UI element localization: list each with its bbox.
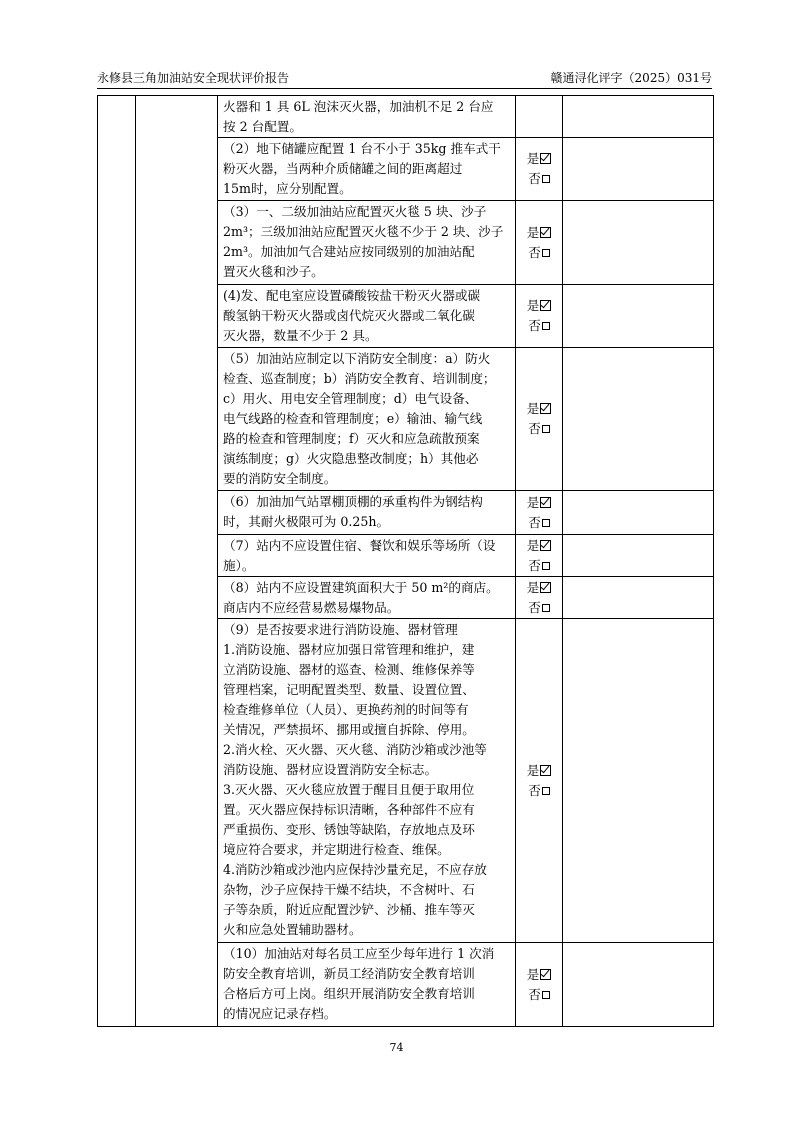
requirement-cell: [218, 348, 516, 491]
no-label: 否: [528, 244, 541, 260]
no-label: 否: [528, 986, 541, 1002]
unchecked-box-icon: [542, 425, 550, 433]
no-label: 否: [528, 557, 541, 573]
yes-label: 是: [526, 762, 540, 778]
yes-label: 是: [526, 151, 540, 166]
no-label: 否: [528, 599, 541, 615]
no-label: 否: [528, 318, 541, 333]
yes-option: [516, 149, 562, 169]
yes-label: 是: [526, 966, 540, 982]
page-number: 74: [389, 1041, 404, 1054]
requirement-line: 施）。: [223, 558, 255, 573]
requirement-cell: [218, 96, 516, 138]
checklist-table: [97, 95, 714, 1027]
unchecked-box-icon: [542, 787, 550, 795]
unchecked-box-icon: [542, 519, 550, 527]
requirement-line: 4.消防沙箱或沙池内应保持沙量充足，不应存放: [223, 862, 487, 877]
requirement-line: 检查、巡查制度；b）消防安全教育、培训制度；: [223, 371, 496, 386]
requirement-line: 严重损伤、变形、锈蚀等缺陷，存放地点及环: [223, 822, 475, 837]
requirement-line: 置灭火毯和沙子。: [223, 264, 324, 279]
result-cell: [516, 943, 563, 1027]
requirement-cell: [218, 943, 516, 1027]
yes-label: 是: [526, 537, 540, 553]
no-option: [516, 243, 562, 263]
remarks-cell: [563, 348, 714, 491]
report-title: 永修县三角加油站安全现状评价报告: [97, 71, 290, 85]
requirement-line: 防安全教育培训，新员工经消防安全教育培训: [223, 966, 475, 981]
requirement-line: 立消防设施、器材的巡查、检测、维修保养等: [223, 662, 475, 677]
checked-box-icon: [540, 403, 551, 414]
yes-label: 是: [526, 224, 540, 240]
checked-box-icon: [540, 227, 551, 238]
requirement-cell: [218, 285, 516, 348]
requirement-line: 时，其耐火极限可为 0.25h。: [223, 514, 390, 529]
remarks-cell: [563, 577, 714, 619]
index-cell: [98, 96, 136, 1027]
no-option: [516, 169, 562, 189]
no-label: 否: [528, 782, 541, 798]
yes-option: [516, 965, 562, 985]
yes-label: 是: [526, 298, 540, 313]
yes-option: [516, 578, 562, 598]
remarks-cell: [563, 201, 714, 285]
checked-box-icon: [540, 765, 551, 776]
requirement-line: 2m³。加油加气合建站应按同级别的加油站配: [223, 244, 475, 259]
requirement-cell: [218, 491, 516, 535]
requirement-line: 路的检查和管理制度；f）灭火和应急疏散预案: [223, 431, 480, 446]
remarks-cell: [563, 96, 714, 138]
requirement-line: （6）加油加气站罩棚顶棚的承重构件为钢结构: [223, 494, 483, 509]
yes-option: [516, 223, 562, 243]
no-option: [516, 985, 562, 1005]
requirement-line: （3）一、二级加油站应配置灭火毯 5 块、沙子: [223, 204, 487, 219]
unchecked-box-icon: [542, 562, 550, 570]
requirement-cell: [218, 201, 516, 285]
result-cell: [516, 619, 563, 943]
result-cell: [516, 348, 563, 491]
requirement-line: 关情况，严禁损坏、挪用或擅自拆除、停用。: [223, 722, 475, 737]
yes-label: 是: [526, 579, 540, 595]
requirement-line: 火和应急处置辅助器材。: [223, 922, 362, 937]
yes-option: [516, 399, 562, 419]
no-option: [516, 513, 562, 533]
requirement-line: 的情况应记录存档。: [223, 1006, 337, 1021]
yes-label: 是: [526, 401, 540, 416]
yes-option: [516, 761, 562, 781]
requirement-line: 合格后方可上岗。组织开展消防安全教育培训: [223, 986, 475, 1001]
category-cell: [136, 96, 218, 1027]
requirement-line: 1.消防设施、器材应加强日常管理和维护，建: [223, 642, 475, 657]
table-row: [98, 96, 714, 138]
requirement-line: 子等杂质，附近应配置沙铲、沙桶、推车等灭: [223, 902, 475, 917]
requirement-line: 管理档案，记明配置类型、数量、设置位置、: [223, 682, 475, 697]
remarks-cell: [563, 138, 714, 201]
unchecked-box-icon: [542, 604, 550, 612]
requirement-line: 火器和 1 具 6L 泡沫灭火器，加油机不足 2 台应: [223, 99, 494, 114]
remarks-cell: [563, 535, 714, 577]
no-label: 否: [528, 514, 541, 530]
requirement-line: 置。灭火器应保持标识清晰，各种部件不应有: [223, 802, 475, 817]
requirement-line: （10）加油站对每名员工应至少每年进行 1 次消: [223, 946, 495, 961]
requirement-line: （7）站内不应设置住宿、餐饮和娱乐等场所（设: [223, 538, 496, 553]
no-option: [516, 556, 562, 576]
no-option: [516, 781, 562, 801]
no-option: [516, 316, 562, 336]
yes-option: [516, 493, 562, 513]
requirement-cell: [218, 535, 516, 577]
result-cell: [516, 577, 563, 619]
no-label: 否: [528, 421, 541, 436]
result-cell: [516, 535, 563, 577]
requirement-line: 2.消火栓、灭火器、灭火毯、消防沙箱或沙池等: [223, 742, 487, 757]
checked-box-icon: [540, 300, 551, 311]
requirement-line: 检查维修单位（人员）、更换药剂的时间等有: [223, 702, 469, 717]
remarks-cell: [563, 491, 714, 535]
requirement-line: 15m时，应分别配置。: [223, 181, 352, 196]
requirement-cell: [218, 138, 516, 201]
requirement-line: 消防设施、器材应设置消防安全标志。: [223, 762, 438, 777]
requirement-line: 粉灭火器，当两种介质储罐之间的距离超过: [223, 161, 463, 176]
requirement-line: 商店内不应经营易燃易爆物品。: [223, 600, 400, 615]
requirement-line: （8）站内不应设置建筑面积大于 50 m²的商店。: [223, 580, 499, 595]
remarks-cell: [563, 619, 714, 943]
unchecked-box-icon: [542, 175, 550, 183]
unchecked-box-icon: [542, 991, 550, 999]
requirement-line: c）用火、用电安全管理制度；d）电气设备、: [223, 391, 478, 406]
requirement-line: 杂物，沙子应保持干燥不结块，不含树叶、石: [223, 882, 475, 897]
page-header: [97, 67, 712, 87]
checklist-body: [98, 96, 714, 1027]
checked-box-icon: [540, 969, 551, 980]
requirement-line: 按 2 台配置。: [223, 119, 302, 134]
unchecked-box-icon: [542, 322, 550, 330]
requirement-line: 3.灭火器、灭火毯应放置于醒目且便于取用位: [223, 782, 475, 797]
no-label: 否: [528, 171, 541, 186]
requirement-cell: [218, 619, 516, 943]
requirement-line: 境应符合要求，并定期进行检查、维保。: [223, 842, 450, 857]
unchecked-box-icon: [542, 249, 550, 257]
result-cell: [516, 491, 563, 535]
result-cell: [516, 285, 563, 348]
requirement-line: （2）地下储罐应配置 1 台不小于 35kg 推车式干: [223, 141, 501, 156]
requirement-line: 2m³；三级加油站应配置灭火毯不少于 2 块、沙子: [223, 224, 504, 239]
no-option: [516, 419, 562, 439]
requirement-line: (4)发、配电室应设置磷酸铵盐干粉灭火器或碳: [223, 288, 481, 303]
result-cell: [516, 96, 563, 138]
yes-option: [516, 536, 562, 556]
yes-option: [516, 296, 562, 316]
remarks-cell: [563, 285, 714, 348]
requirement-cell: [218, 577, 516, 619]
requirement-line: 酸氢钠干粉灭火器或卤代烷灭火器或二氧化碳: [223, 308, 475, 323]
no-option: [516, 598, 562, 618]
yes-label: 是: [526, 494, 540, 510]
requirement-line: 要的消防安全制度。: [223, 471, 337, 486]
requirement-line: 电气线路的检查和管理制度；e）输油、输气线: [223, 411, 483, 426]
requirement-line: 演练制度；g）火灾隐患整改制度；h）其他必: [223, 451, 479, 466]
requirement-line: （5）加油站应制定以下消防安全制度：a）防火: [223, 351, 491, 366]
report-number: 赣通浔化评字（2025）031号: [550, 71, 712, 85]
checked-box-icon: [540, 153, 551, 164]
header-rule: [97, 88, 712, 89]
checked-box-icon: [540, 497, 551, 508]
result-cell: [516, 138, 563, 201]
checked-box-icon: [540, 540, 551, 551]
result-cell: [516, 201, 563, 285]
checked-box-icon: [540, 582, 551, 593]
remarks-cell: [563, 943, 714, 1027]
requirement-line: 灭火器，数量不少于 2 具。: [223, 328, 378, 343]
requirement-line: （9）是否按要求进行消防设施、器材管理: [223, 622, 458, 637]
